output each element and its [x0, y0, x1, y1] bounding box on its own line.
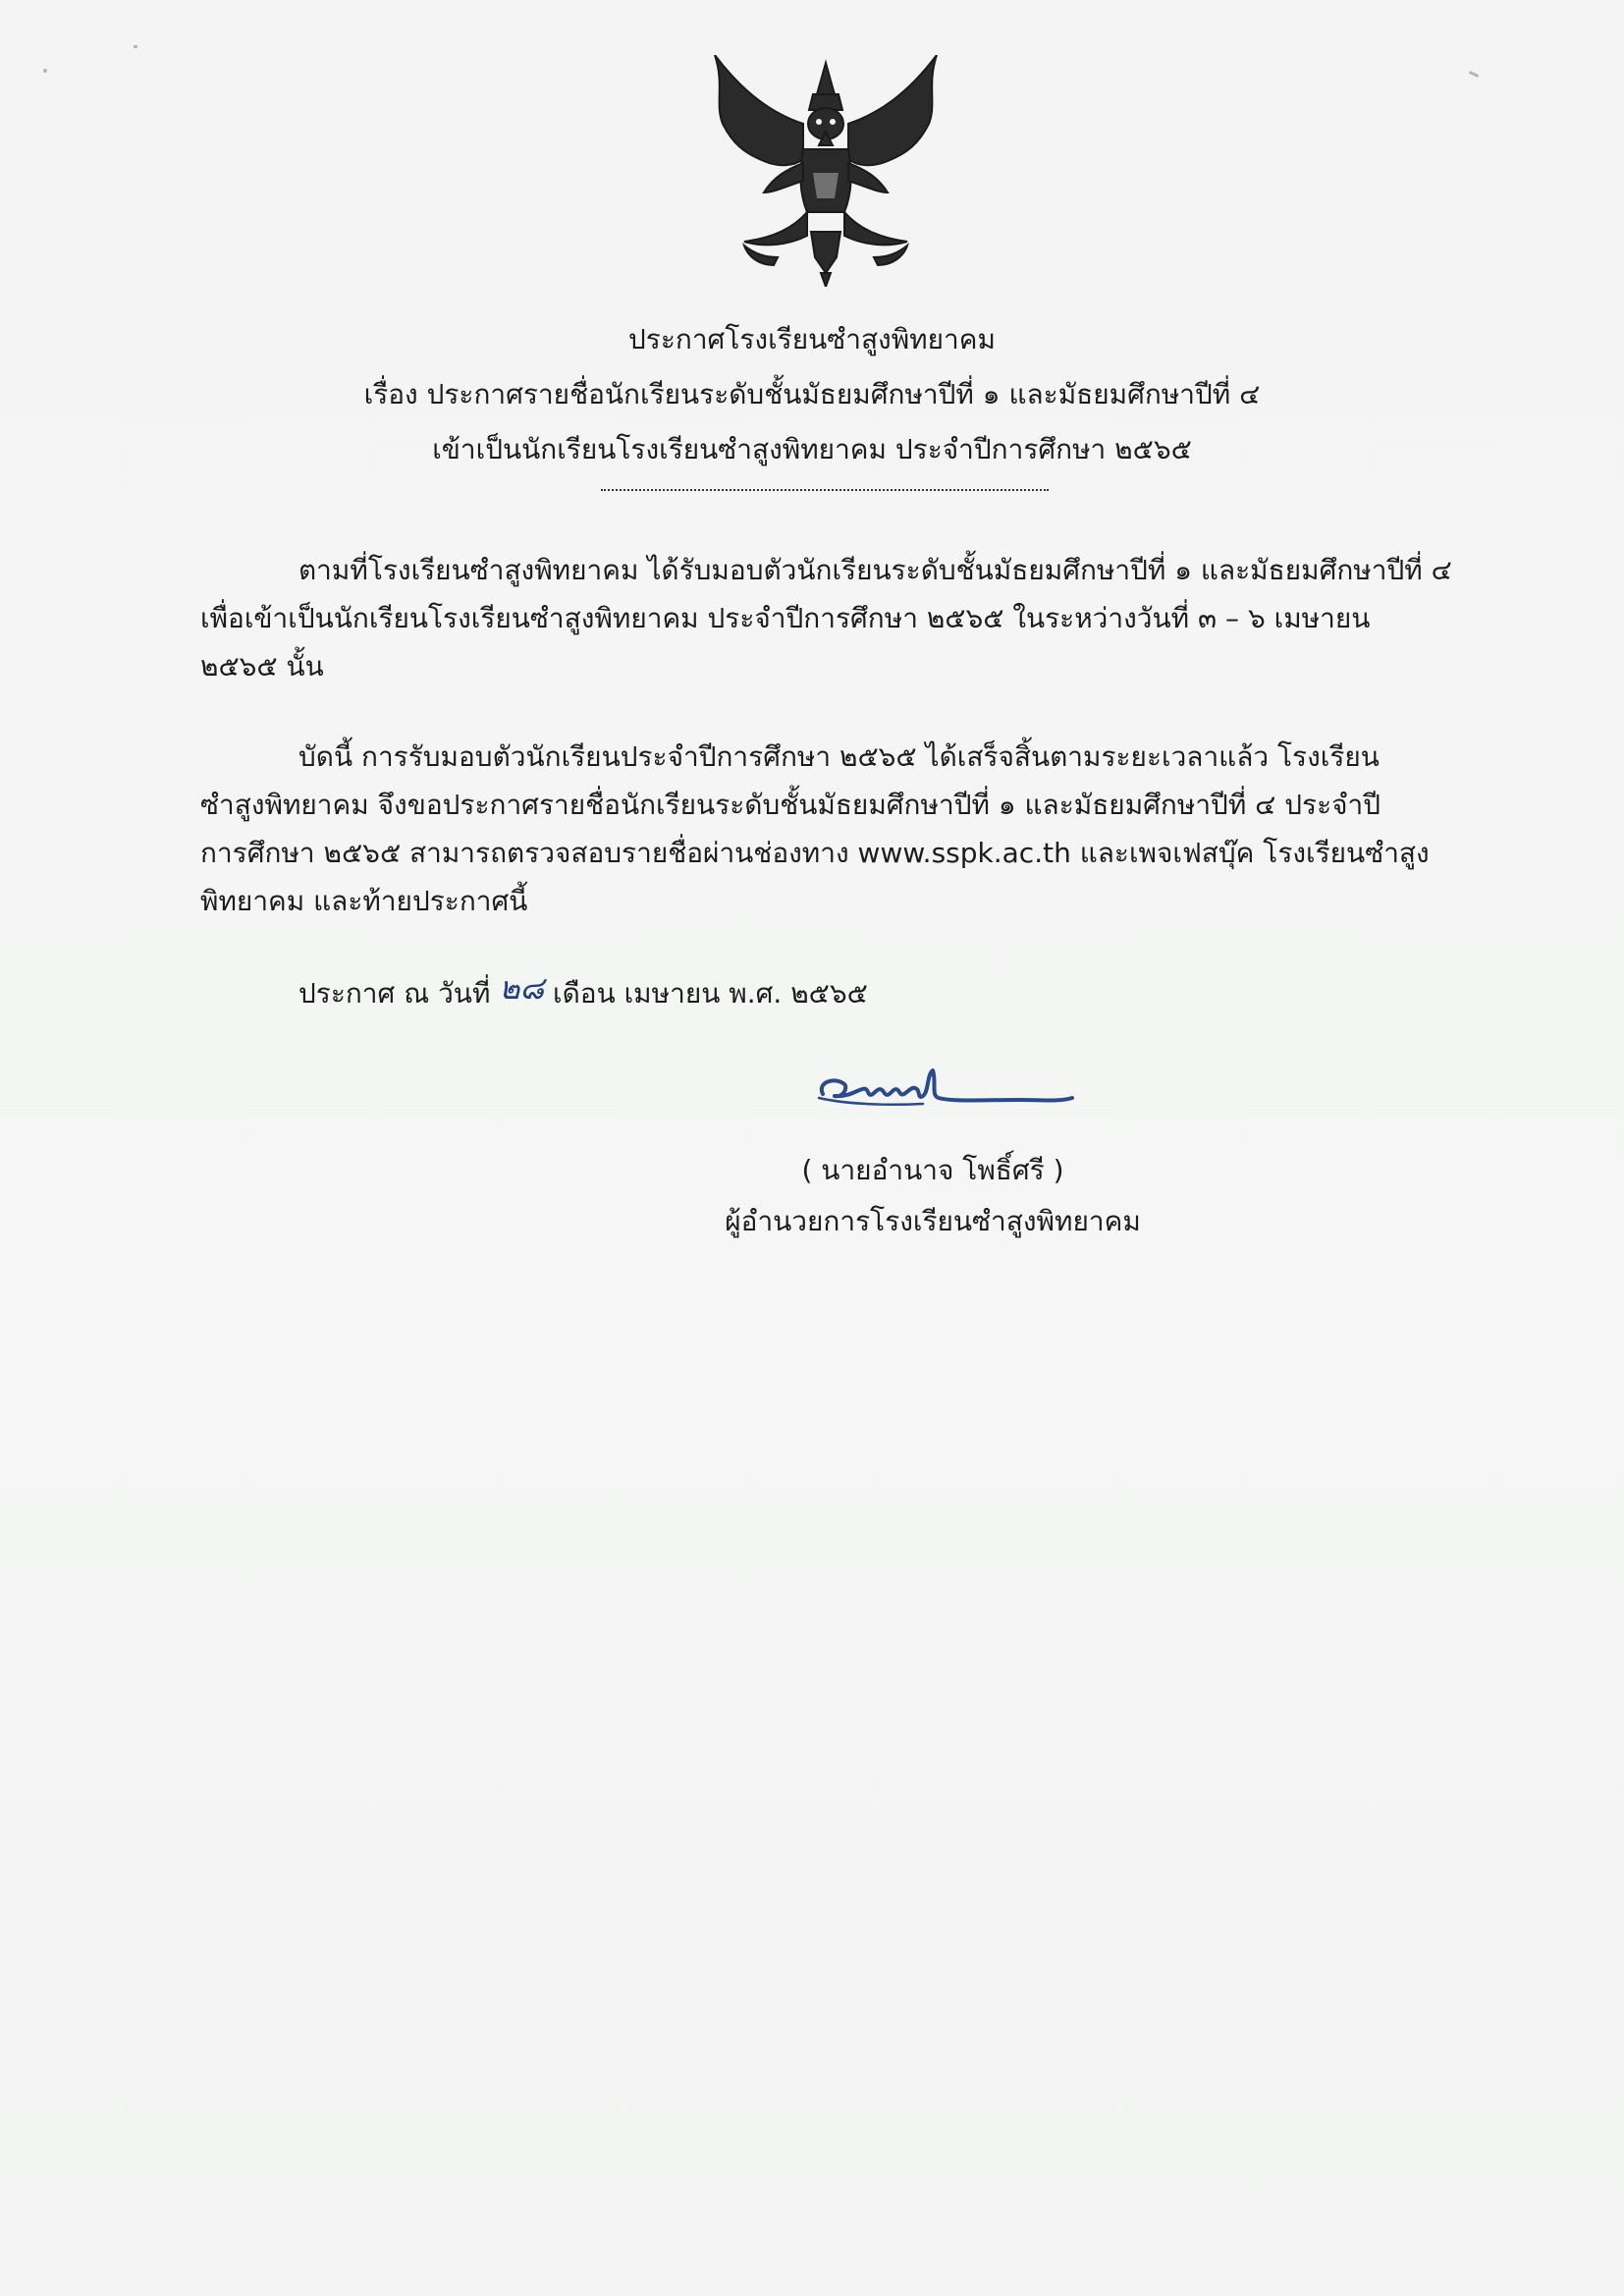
paragraph-1-line-3: ๒๕๖๕ นั้น	[200, 650, 324, 683]
date-prefix: ประกาศ ณ วันที่	[298, 977, 491, 1010]
garuda-emblem-icon	[705, 55, 947, 287]
paper-speck	[134, 45, 137, 48]
announcement-date-line	[200, 968, 1477, 1016]
paragraph-1	[200, 546, 1477, 690]
handwritten-signature	[805, 1053, 1090, 1131]
signatory-position: ผู้อำนวยการโรงเรียนซำสูงพิทยาคม	[725, 1205, 1141, 1237]
announcement-heading	[0, 312, 1624, 477]
paragraph-1-line-1: ตามที่โรงเรียนซำสูงพิทยาคม ได้รับมอบตัวนักเรียนระดับชั้นมัธยมศึกษาปีที่ ๑ และมัธยมศึกษาปีที่ ๔	[298, 554, 1452, 586]
paragraph-2-line-3: การศึกษา ๒๕๖๕ สามารถตรวจสอบรายชื่อผ่านช่องทาง www.sspk.ac.th และเพจเฟสบุ๊ค โรงเรียนซำสูง	[200, 837, 1430, 869]
signatory-block	[628, 1145, 1237, 1247]
paragraph-2-line-1: บัดนี้ การรับมอบตัวนักเรียนประจำปีการศึกษา ๒๕๖๕ ได้เสร็จสิ้นตามระยะเวลาแล้ว โรงเรียน	[298, 740, 1380, 773]
paragraph-2	[200, 733, 1477, 925]
dotted-divider	[601, 479, 1049, 491]
heading-line-2: เรื่อง ประกาศรายชื่อนักเรียนระดับชั้นมัธยมศึกษาปีที่ ๑ และมัธยมศึกษาปีที่ ๔	[363, 378, 1261, 410]
heading-line-1: ประกาศโรงเรียนซำสูงพิทยาคม	[628, 323, 996, 355]
handwritten-day: ๒๘	[499, 969, 545, 1007]
paper-speck	[1469, 71, 1479, 78]
paragraph-1-line-2: เพื่อเข้าเป็นนักเรียนโรงเรียนซำสูงพิทยาคม ประจำปีการศึกษา ๒๕๖๕ ในระหว่างวันที่ ๓ – ๖ เมษายน	[200, 602, 1371, 634]
signatory-name: ( นายอำนาจ โพธิ์ศรี )	[801, 1154, 1064, 1186]
paragraph-2-line-4: พิทยาคม และท้ายประกาศนี้	[200, 885, 528, 917]
paper-speck	[43, 69, 47, 73]
date-suffix: เดือน เมษายน พ.ศ. ๒๕๖๕	[553, 977, 868, 1010]
heading-line-3: เข้าเป็นนักเรียนโรงเรียนซำสูงพิทยาคม ประจำปีการศึกษา ๒๕๖๕	[432, 433, 1192, 465]
paragraph-2-line-2: ซำสูงพิทยาคม จึงขอประกาศรายชื่อนักเรียนระดับชั้นมัธยมศึกษาปีที่ ๑ และมัธยมศึกษาปีที่ ๔ ประจำปี	[200, 789, 1381, 821]
